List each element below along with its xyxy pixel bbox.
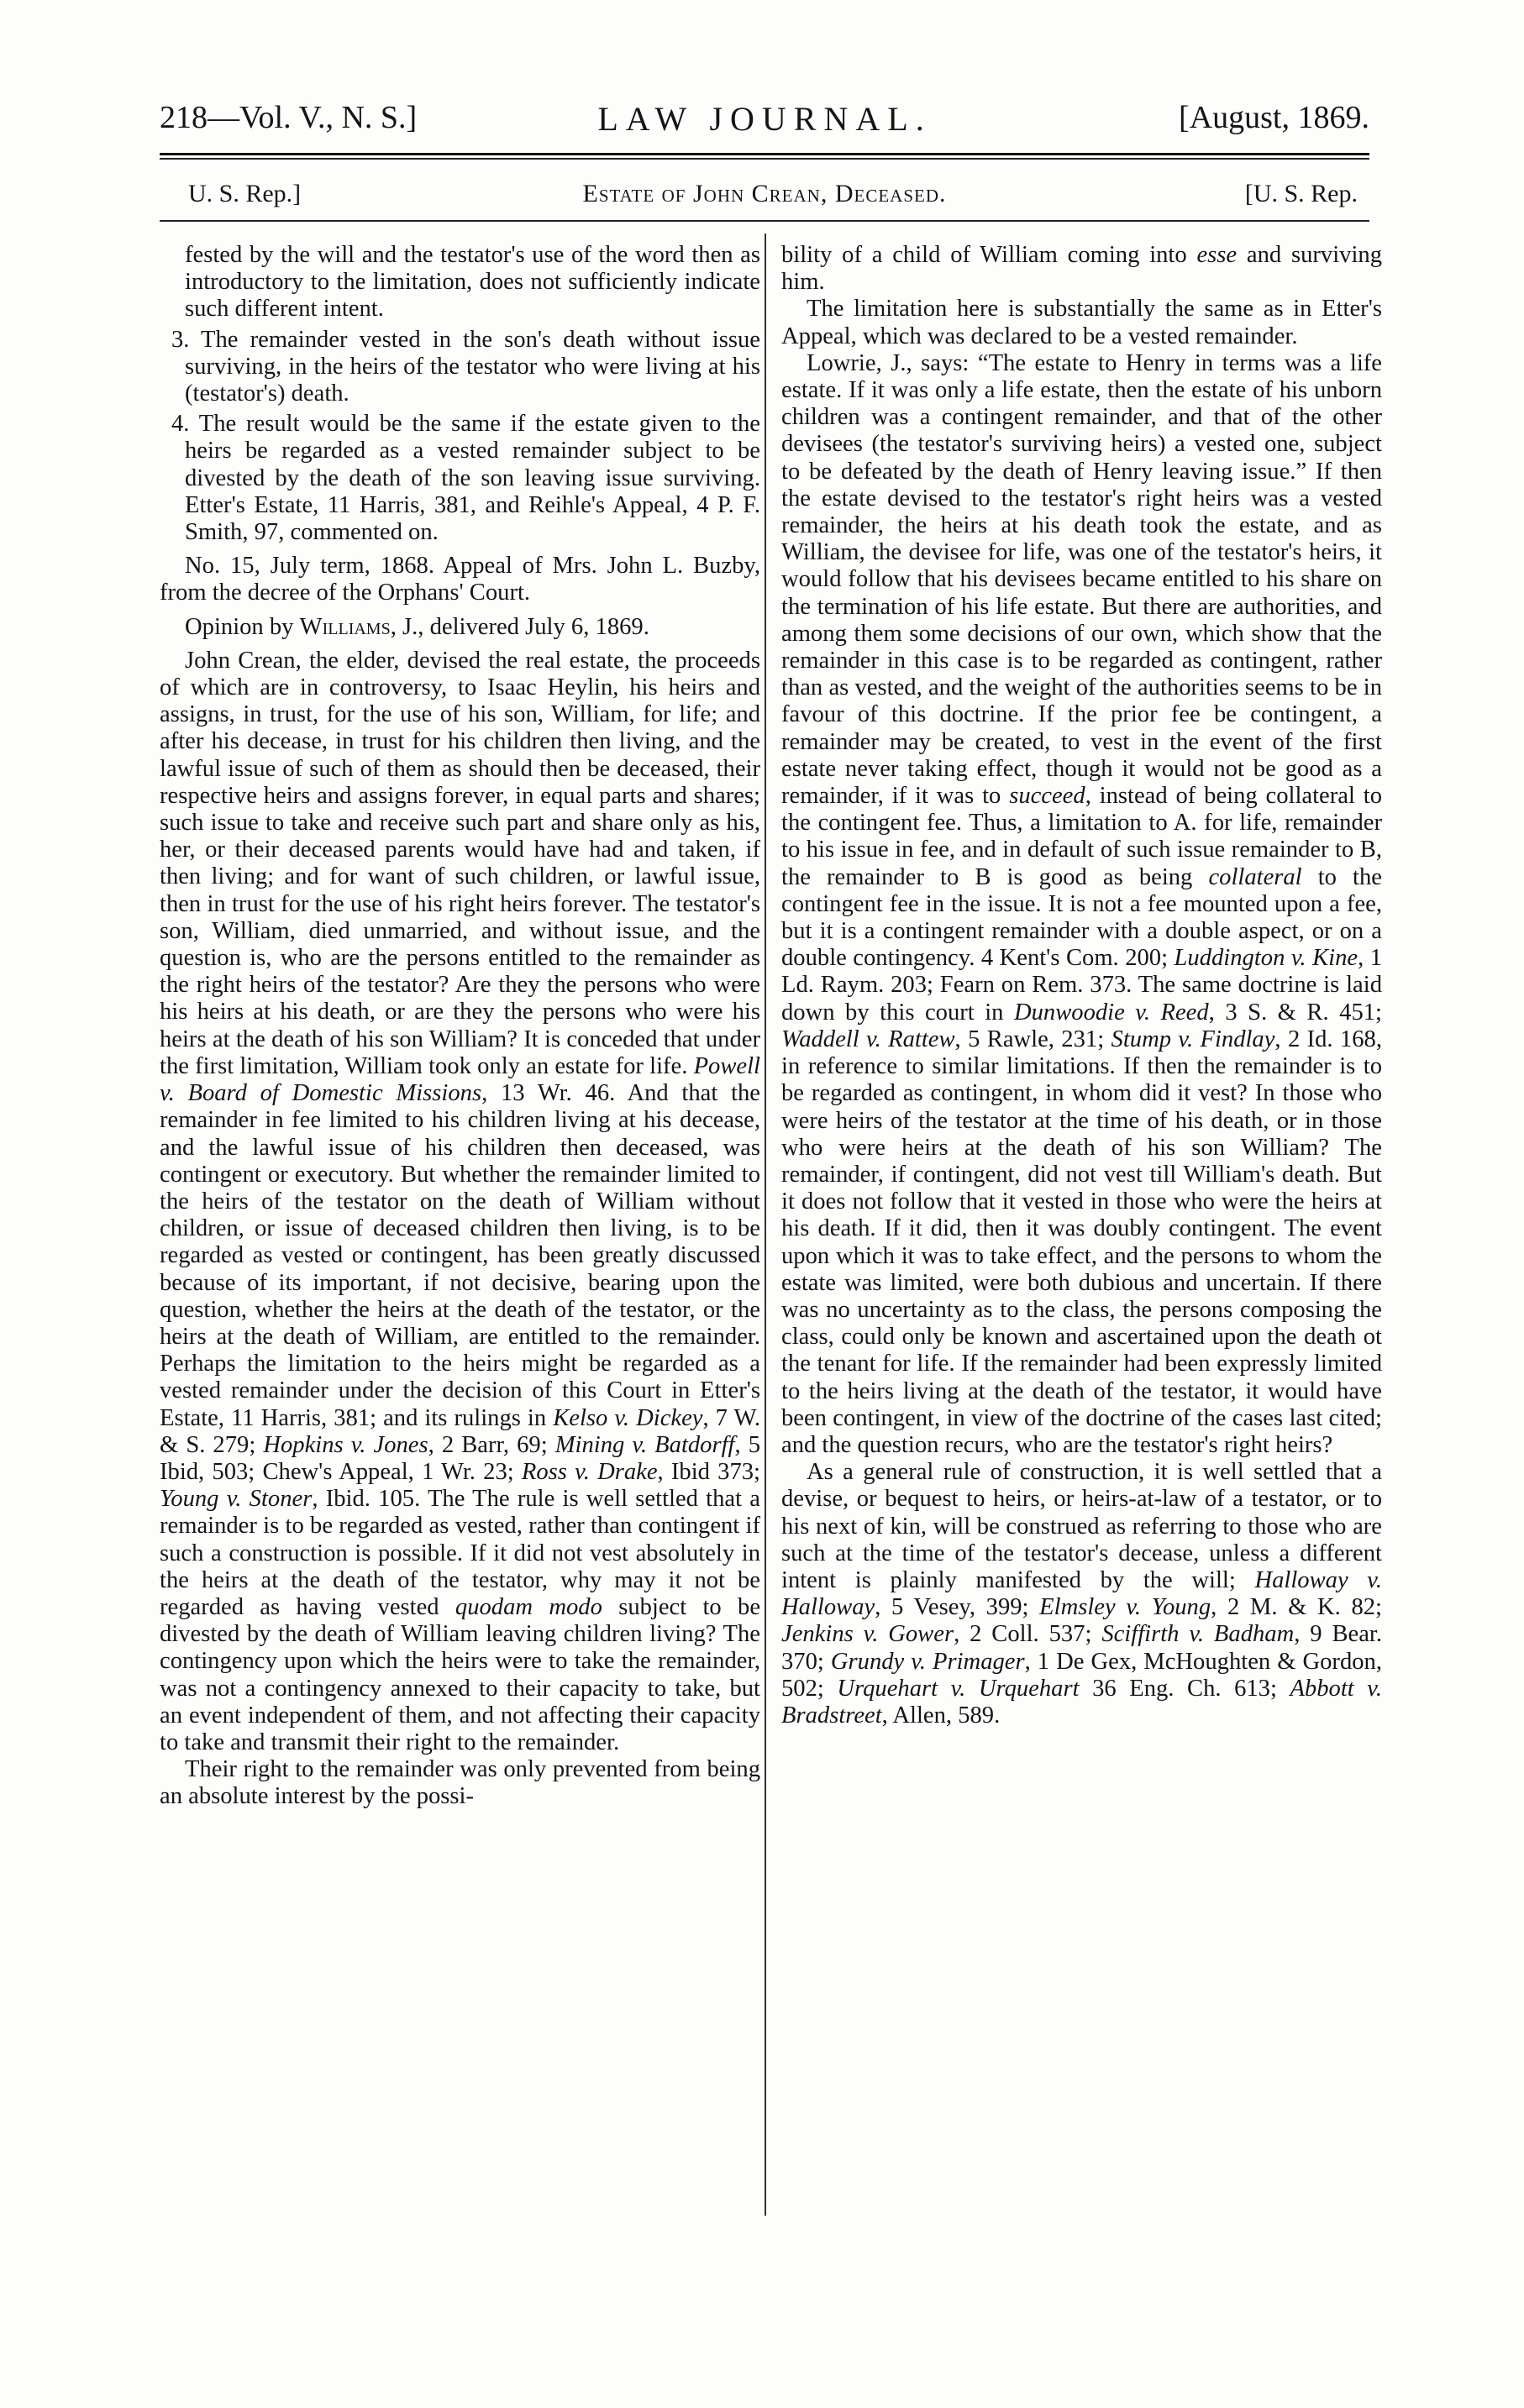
column-divider: [765, 233, 766, 2216]
opinion-paragraph-1: John Crean, the elder, devised the real estate, the proceeds of which are in controversy, to Isaac Heylin, his heirs and assigns, in trust, for the use of his son, William, for life; and after his decease, in trust for his children then living, and the lawful issue of such of them as should then be deceased, their respective heirs and assigns forever, in equal parts and shares; such issue to take and receive such part and share only as his, her, or their deceased parents would have had and taken, if then living; and for want of such children, or lawful issue, then in trust for the use of his right heirs forever. The testator's son, William, died unmarried, and without issue, and the question is, who are the persons entitled to the remainder as the right heirs of the testator? Are they the persons who were his heirs at his death, or are they the persons who were his heirs at the death of his son William? It is conceded that under the first limitation, William took only an estate for life. Powell v. Board of Domestic Missions, 13 Wr. 46. And that the remainder in fee limited to his children living at his decease, and the lawful issue of his children then deceased, was contingent or executory. But whether the remainder limited to the heirs of the testator on the death of William without children, or issue of deceased children then living, is to be regarded as vested or contingent, has been greatly discussed because of its important, if not decisive, bearing upon the question, whether the heirs at the death of the testator, or the heirs at the death of William, are entitled to the remainder. Perhaps the limitation to the heirs might be regarded as a vested remainder under the decision of this Court in Etter's Estate, 11 Harris, 381; and its rulings in Kelso v. Dickey, 7 W. & S. 279; Hopkins v. Jones, 2 Barr, 69; Mining v. Batdorff, 5 Ibid, 503; Chew's Appeal, 1 Wr. 23; Ross v. Drake, Ibid 373; Young v. Stoner, Ibid. 105. The The rule is well settled that a remainder is to be regarded as vested, rather than contingent if such a construction is possible. If it did not vest absolutely in the heirs at the death of the testator, why may it not be regarded as having vested quodam modo subject to be divested by the death of William leaving children living? The contingency upon which the heirs were to take the remainder, was not a contingency annexed to their capacity to take, but an event independent of them, and not affecting their capacity to take and transmit their right to the remainder.: [160, 647, 761, 1755]
journal-title: LAW JOURNAL.: [597, 100, 932, 138]
issue-date: [August, 1869.: [1179, 100, 1369, 135]
citation: Kelso v. Dickey: [553, 1404, 703, 1431]
citation: Waddell v. Rattew: [781, 1026, 955, 1052]
citation: Jenkins v. Gower: [781, 1621, 954, 1648]
page-volume-label: 218—Vol. V., N. S.]: [160, 100, 418, 135]
running-header: [160, 99, 1369, 150]
case-docket-line: No. 15, July term, 1868. Appeal of Mrs. John L. Buzby, from the decree of the Orphans' Court.: [160, 553, 760, 606]
citation: Elmsley v. Young: [1039, 1594, 1211, 1621]
citation: Grundy v. Primager: [830, 1648, 1025, 1675]
citation: Mining v. Batdorff: [554, 1431, 735, 1458]
judge-name: Williams: [299, 613, 391, 640]
citation: Abbott v. Bradstreet: [781, 1675, 1382, 1729]
opinion-paragraph-4: Lowrie, J., says: “The estate to Henry in terms was a life estate. If it was only a life estate, then the estate of his unborn children was a contingent remainder, and that of the other devisees (the testator's surviving heirs) a vested one, subject to be defeated by the death of Henry leaving issue.” If then the estate devised to the testator's right heirs was a vested remainder, the heirs at his death took the estate, and as William, the devisee for life, was one of the testator's heirs, it would follow that his devisees became entitled to his share on the termination of his life estate. But there are authorities, and among them some decisions of our own, which show that the remainder in this case is to be regarded as contingent, rather than as vested, and the weight of the authorities seems to be in favour of this doctrine. If the prior fee be contingent, a remainder may be created, to vest in the event of the first estate never taking effect, though it would not be good as a remainder, if it was to succeed, instead of being collateral to the contingent fee. Thus, a limitation to A. for life, remainder to his issue in fee, and in default of such issue remainder to B, the remainder to B is good as being collateral to the contingent fee in the issue. It is not a fee mounted upon a fee, but it is a contingent remainder with a double aspect, or on a double contingency. 4 Kent's Com. 200; Luddington v. Kine, 1 Ld. Raym. 203; Fearn on Rem. 373. The same doctrine is laid down by this court in Dunwoodie v. Reed, 3 S. & R. 451; Waddell v. Rattew, 5 Rawle, 231; Stump v. Findlay, 2 Id. 168, in reference to similar limitations. If then the remainder is to be regarded as contingent, in whom did it vest? In those who were heirs of the testator at the time of his death, or in those who were heirs at the death of his son William? The remainder, if contingent, did not vest till William's death. But it does not follow that it vested in those who were the heirs at his death. If it did, then it was doubly contingent. The event upon which it was to take effect, and the persons to whom the estate was limited, were both dubious and uncertain. If there was no uncertainty as to the class, the persons composing the class, could only be known and ascertained upon the death ot the tenant for life. If the remainder had been expressly limited to the heirs living at the death of the testator, it would have been contingent, in view of the doctrine of the cases last cited; and the question recurs, who are the testator's right heirs?: [781, 349, 1383, 1458]
opinion-paragraph-continued: bility of a child of William coming into esse and surviving him.: [781, 242, 1382, 296]
citation: Hopkins v. Jones: [263, 1431, 428, 1458]
citation: Powell v. Board of Domestic Missions: [160, 1052, 760, 1107]
header-rule-top: [160, 153, 1369, 155]
reporter-left: U. S. Rep.]: [188, 180, 302, 207]
citation: Young v. Stoner: [160, 1486, 313, 1513]
case-header-rule: [160, 220, 1369, 222]
left-column: [160, 242, 760, 1811]
opinion-line: Opinion by Williams, J., delivered July 6, 1869.: [185, 613, 649, 640]
latin-phrase: esse: [1196, 242, 1238, 268]
headnote-3: 3. The remainder vested in the son's death without issue surviving, in the heirs of the testator who were living at his (testator's) death.: [171, 326, 760, 407]
right-column: [781, 242, 1382, 1729]
citation: Urquehart v. Urquehart: [837, 1675, 1080, 1702]
headnote-tail: fested by the will and the testator's use of the word then as introductory to the limitation, does not sufficiently indicate such different intent.: [185, 242, 760, 323]
citation: Sciffirth v. Badham: [1101, 1621, 1295, 1648]
citation: Halloway v. Halloway: [781, 1566, 1382, 1621]
citation: Luddington v. Kine: [1174, 945, 1358, 972]
citation: Dunwoodie v. Reed: [1013, 999, 1209, 1026]
latin-phrase: quodam modo: [455, 1593, 602, 1620]
reporter-right: [U. S. Rep.: [1244, 180, 1358, 207]
citation: Stump v. Findlay: [1111, 1026, 1275, 1052]
case-header: [160, 180, 1369, 213]
opinion-paragraph-5: As a general rule of construction, it is well settled that a devise, or bequest to heirs, or heirs-at-law of a testator, or to his next of kin, will be construed as referring to those who are such at the time of the testator's decease, unless a different intent is plainly manifested by the will; Halloway v. Halloway, 5 Vesey, 399; Elmsley v. Young, 2 M. & K. 82; Jenkins v. Gower, 2 Coll. 537; Sciffirth v. Badham, 9 Bear. 370; Grundy v. Primager, 1 De Gex, McHoughten & Gordon, 502; Urquehart v. Urquehart 36 Eng. Ch. 613; Abbott v. Bradstreet, Allen, 589.: [781, 1459, 1383, 1729]
opinion-paragraph-2: Their right to the remainder was only prevented from being an absolute interest by the possi-: [160, 1756, 760, 1810]
header-rule-bottom: [160, 158, 1369, 160]
case-title: Estate of John Crean, Deceased.: [582, 180, 947, 207]
citation: Ross v. Drake: [521, 1458, 658, 1485]
headnote-4: 4. The result would be the same if the estate given to the heirs be regarded as a vested remainder subject to be divested by the death of the son leaving issue surviving. Etter's Estate, 11 Harris, 381, and Reihle's Appeal, 4 P. F. Smith, 97, commented on.: [171, 411, 760, 546]
opinion-paragraph-3: The limitation here is substantially the same as in Etter's Appeal, which was declared to be a vested remainder.: [781, 296, 1382, 349]
